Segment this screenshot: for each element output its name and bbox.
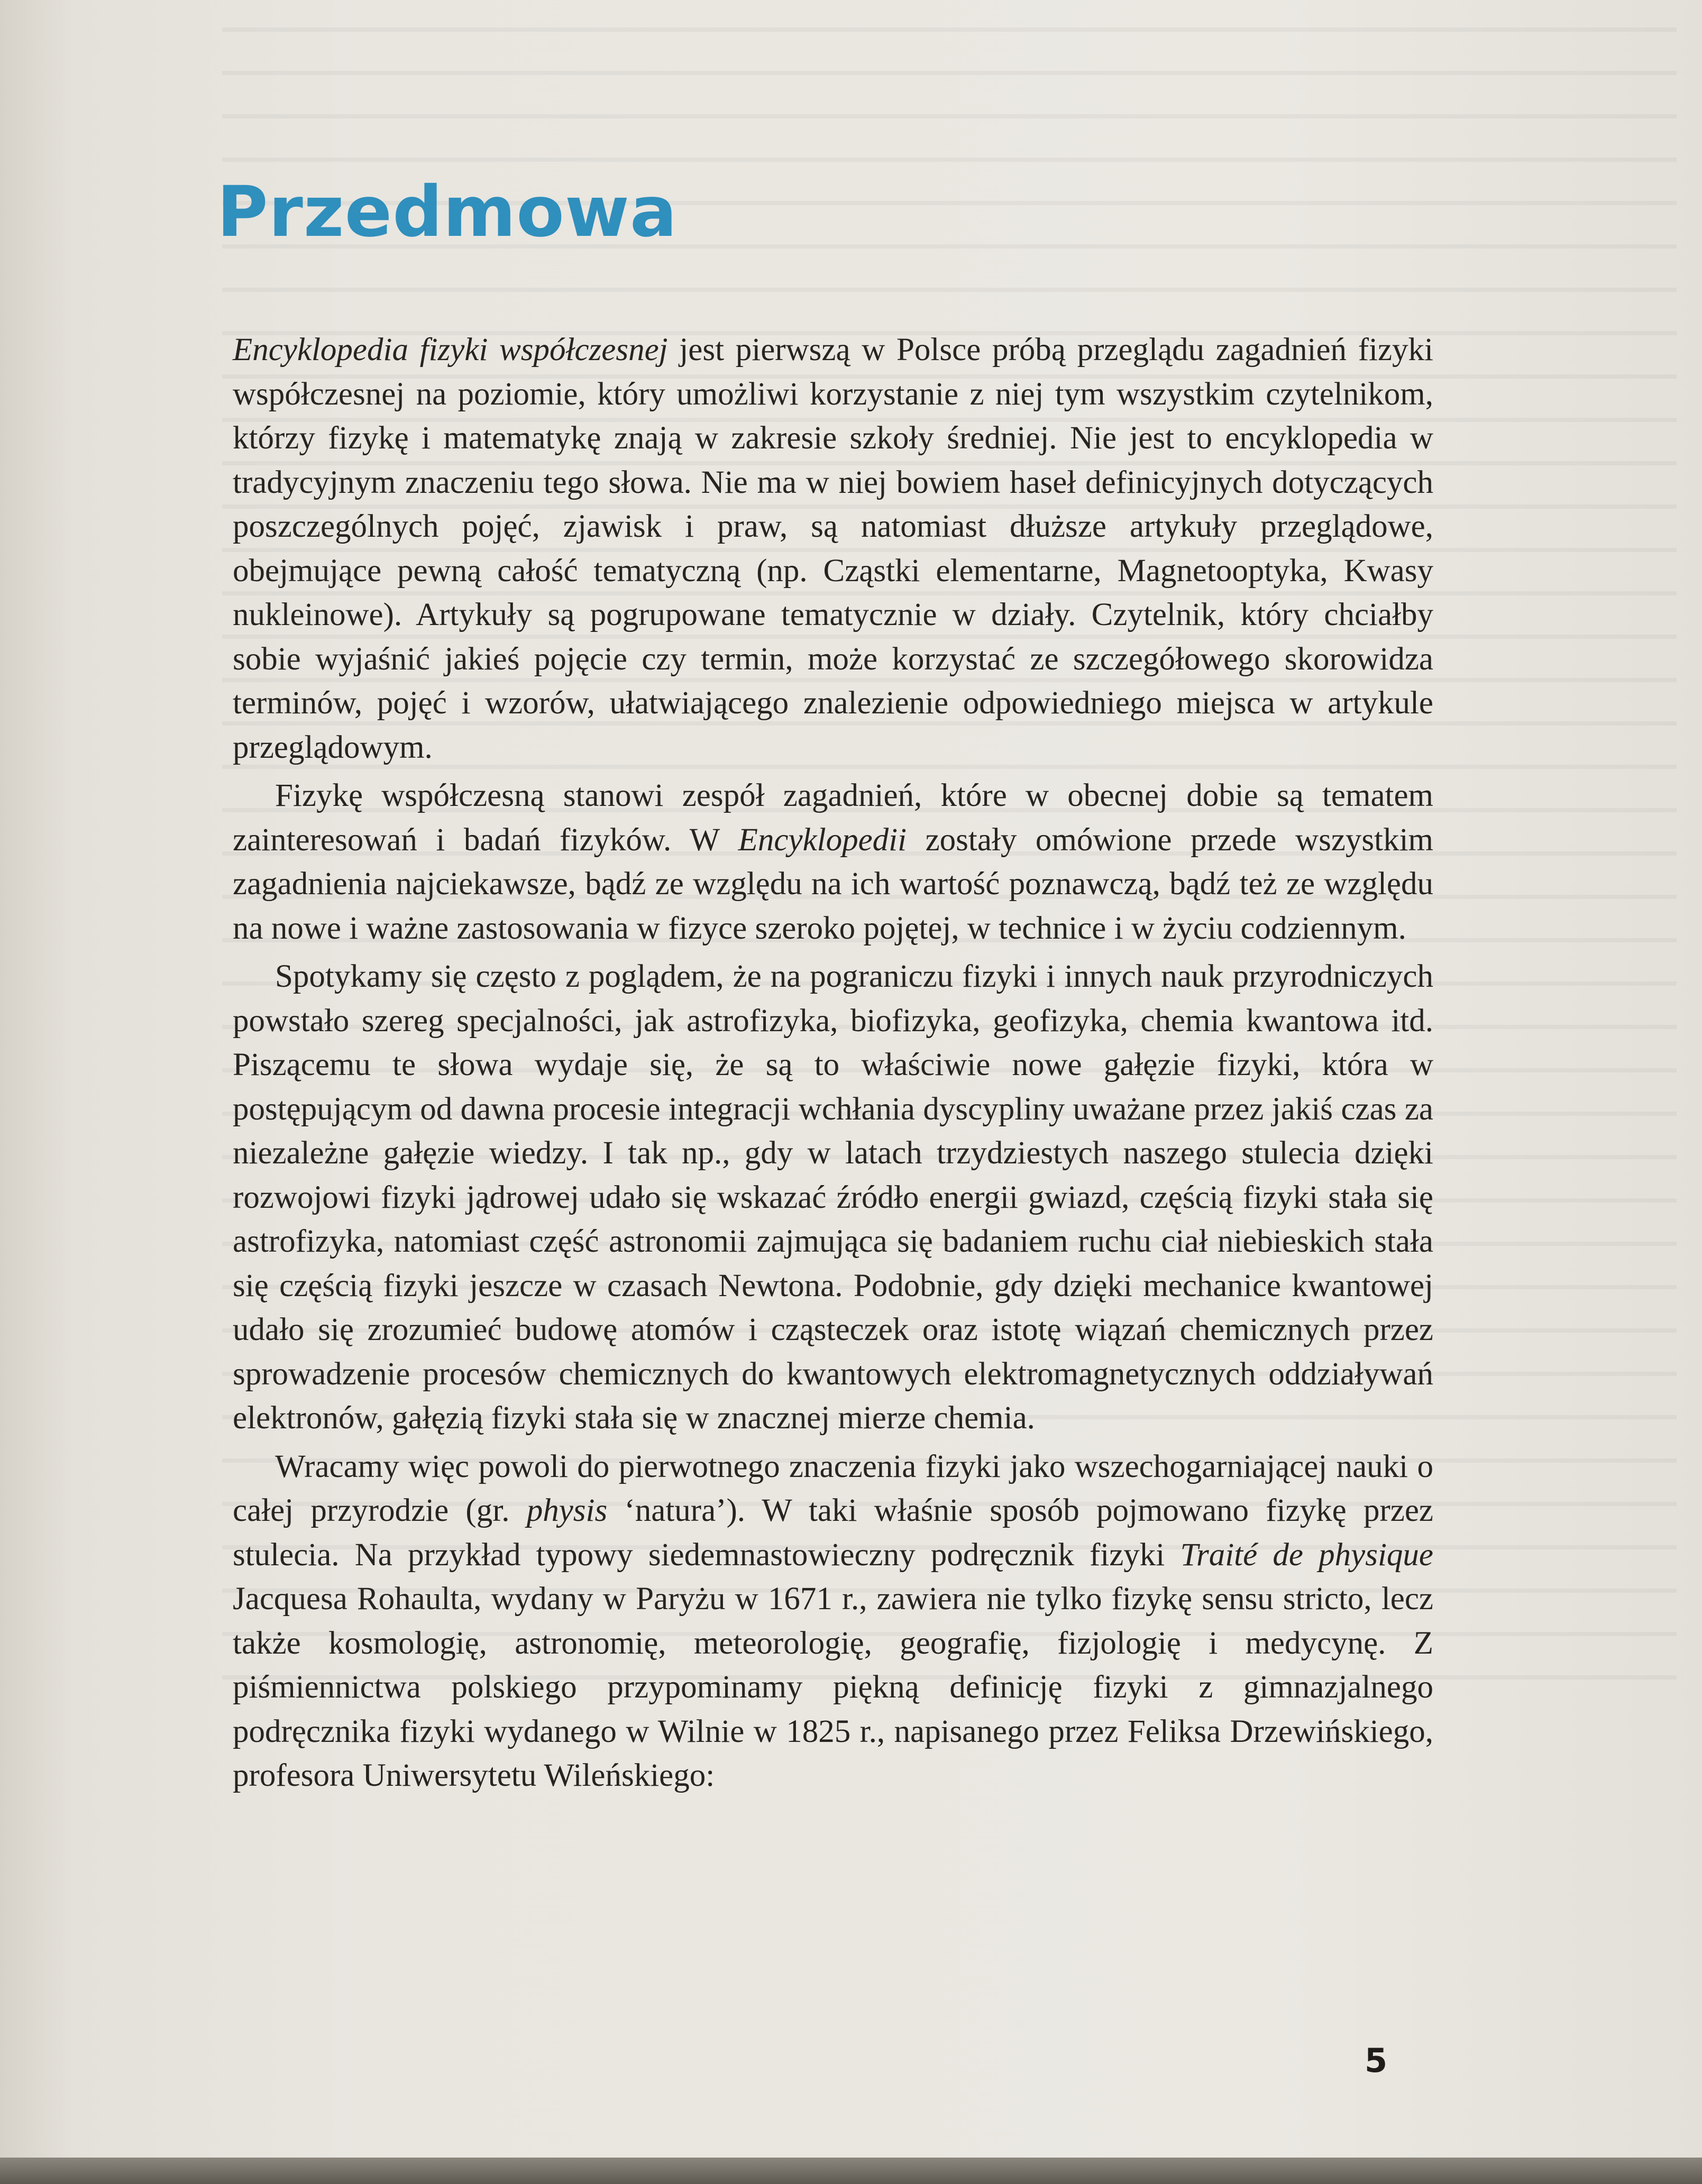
text-run: Jacquesa Rohaulta, wydany w Paryżu w 1671 r., zawiera nie tylko fizykę sensu stricto, lecz także kosmologię, astronomię, meteorologię, geografię, fizjologię i medycynę. Z piśmiennictwa polskiego przypominamy piękną definicję fizyki z gimnazjalnego podręcznika fizyki wydanego w Wilnie w 1825 r., napisanego przez Feliksa Drzewińskiego, profesora Uniwersytetu Wileńskiego: [233, 1581, 1433, 1793]
page-title: Przedmowa [217, 171, 678, 253]
paragraph-1 [233, 328, 1433, 769]
text-run: Spotykamy się często z poglądem, że na pograniczu fizyki i innych nauk przyrodniczych powstało szereg specjalności, jak astrofizyka, biofizyka, geofizyka, chemia kwantowa itd. Piszącemu te słowa wydaje się, że są to właściwie nowe gałęzie fizyki, która w postępującym od dawna procesie integracji wchłania dyscypliny uważane przez jakiś czas za niezależne gałęzie wiedzy. I tak np., gdy w latach trzydziestych naszego stulecia dzięki rozwojowi fizyki jądrowej udało się wskazać źródło energii gwiazd, częścią fizyki stała się astrofizyka, natomiast część astronomii zajmująca się badaniem ruchu ciał niebieskich stała się częścią fizyki jeszcze w czasach Newtona. Podobnie, gdy dzięki mechanice kwantowej udało się zrozumieć budowę atomów i cząsteczek oraz istotę wiązań chemicznych przez sprowadzenie procesów chemicznych do kwantowych elektromagnetycznych oddziaływań elektronów, gałęzią fizyki stała się w znacznej mierze chemia. [233, 959, 1433, 1436]
page-number: 5 [1365, 2041, 1388, 2080]
paragraph-3 [233, 955, 1433, 1440]
italic-text: physis [526, 1493, 608, 1528]
paragraph-2 [233, 774, 1433, 950]
text-run: zostały omówione przede wszystkim zagadnienia najciekawsze, bądź ze względu na ich wartość poznawczą, bądź też ze względu na nowe i ważne zastosowania w fizyce szeroko pojętej, w technice i w życiu codziennym. [233, 822, 1433, 946]
italic-text: Traité de physique [1180, 1537, 1433, 1573]
table-surface [0, 2158, 1702, 2184]
text-run: jest pierwszą w Polsce próbą przeglądu zagadnień fizyki współczesnej na poziomie, który umożliwi korzystanie z niej tym wszystkim czytelnikom, którzy fizykę i matematykę znają w zakresie szkoły średniej. Nie jest to encyklopedia w tradycyjnym znaczeniu tego słowa. Nie ma w niej bowiem haseł definicyjnych dotyczących poszczególnych pojęć, zjawisk i praw, są natomiast dłuższe artykuły przeglądowe, obejmujące pewną całość tematyczną (np. Cząstki elementarne, Magnetooptyka, Kwasy nukleinowe). Artykuły są pogrupowane tematycznie w działy. Czytelnik, który chciałby sobie wyjaśnić jakieś pojęcie czy termin, może korzystać ze szczegółowego skorowidza terminów, pojęć i wzorów, ułatwiającego znalezienie odpowiedniego miejsca w artykule przeglądowym. [233, 332, 1434, 765]
italic-text: Encyklopedia fizyki współczesnej [233, 332, 668, 368]
text-run: ‘natura’). W taki właśnie sposób pojmowano fizykę przez stulecia. Na przykład typowy siedemnastowieczny podręcznik fizyki [233, 1493, 1433, 1573]
paragraph-4 [233, 1445, 1433, 1798]
text-run: Wracamy więc powoli do pierwotnego znaczenia fizyki jako wszechogarniającej nauki o całej przyrodzie (gr. [233, 1448, 1433, 1528]
preface-body [233, 328, 1433, 1802]
text-run: Fizykę współczesną stanowi zespół zagadnień, które w obecnej dobie są tematem zainteresowań i badań fizyków. W [233, 778, 1433, 858]
italic-text: Encyklopedii [738, 822, 907, 858]
